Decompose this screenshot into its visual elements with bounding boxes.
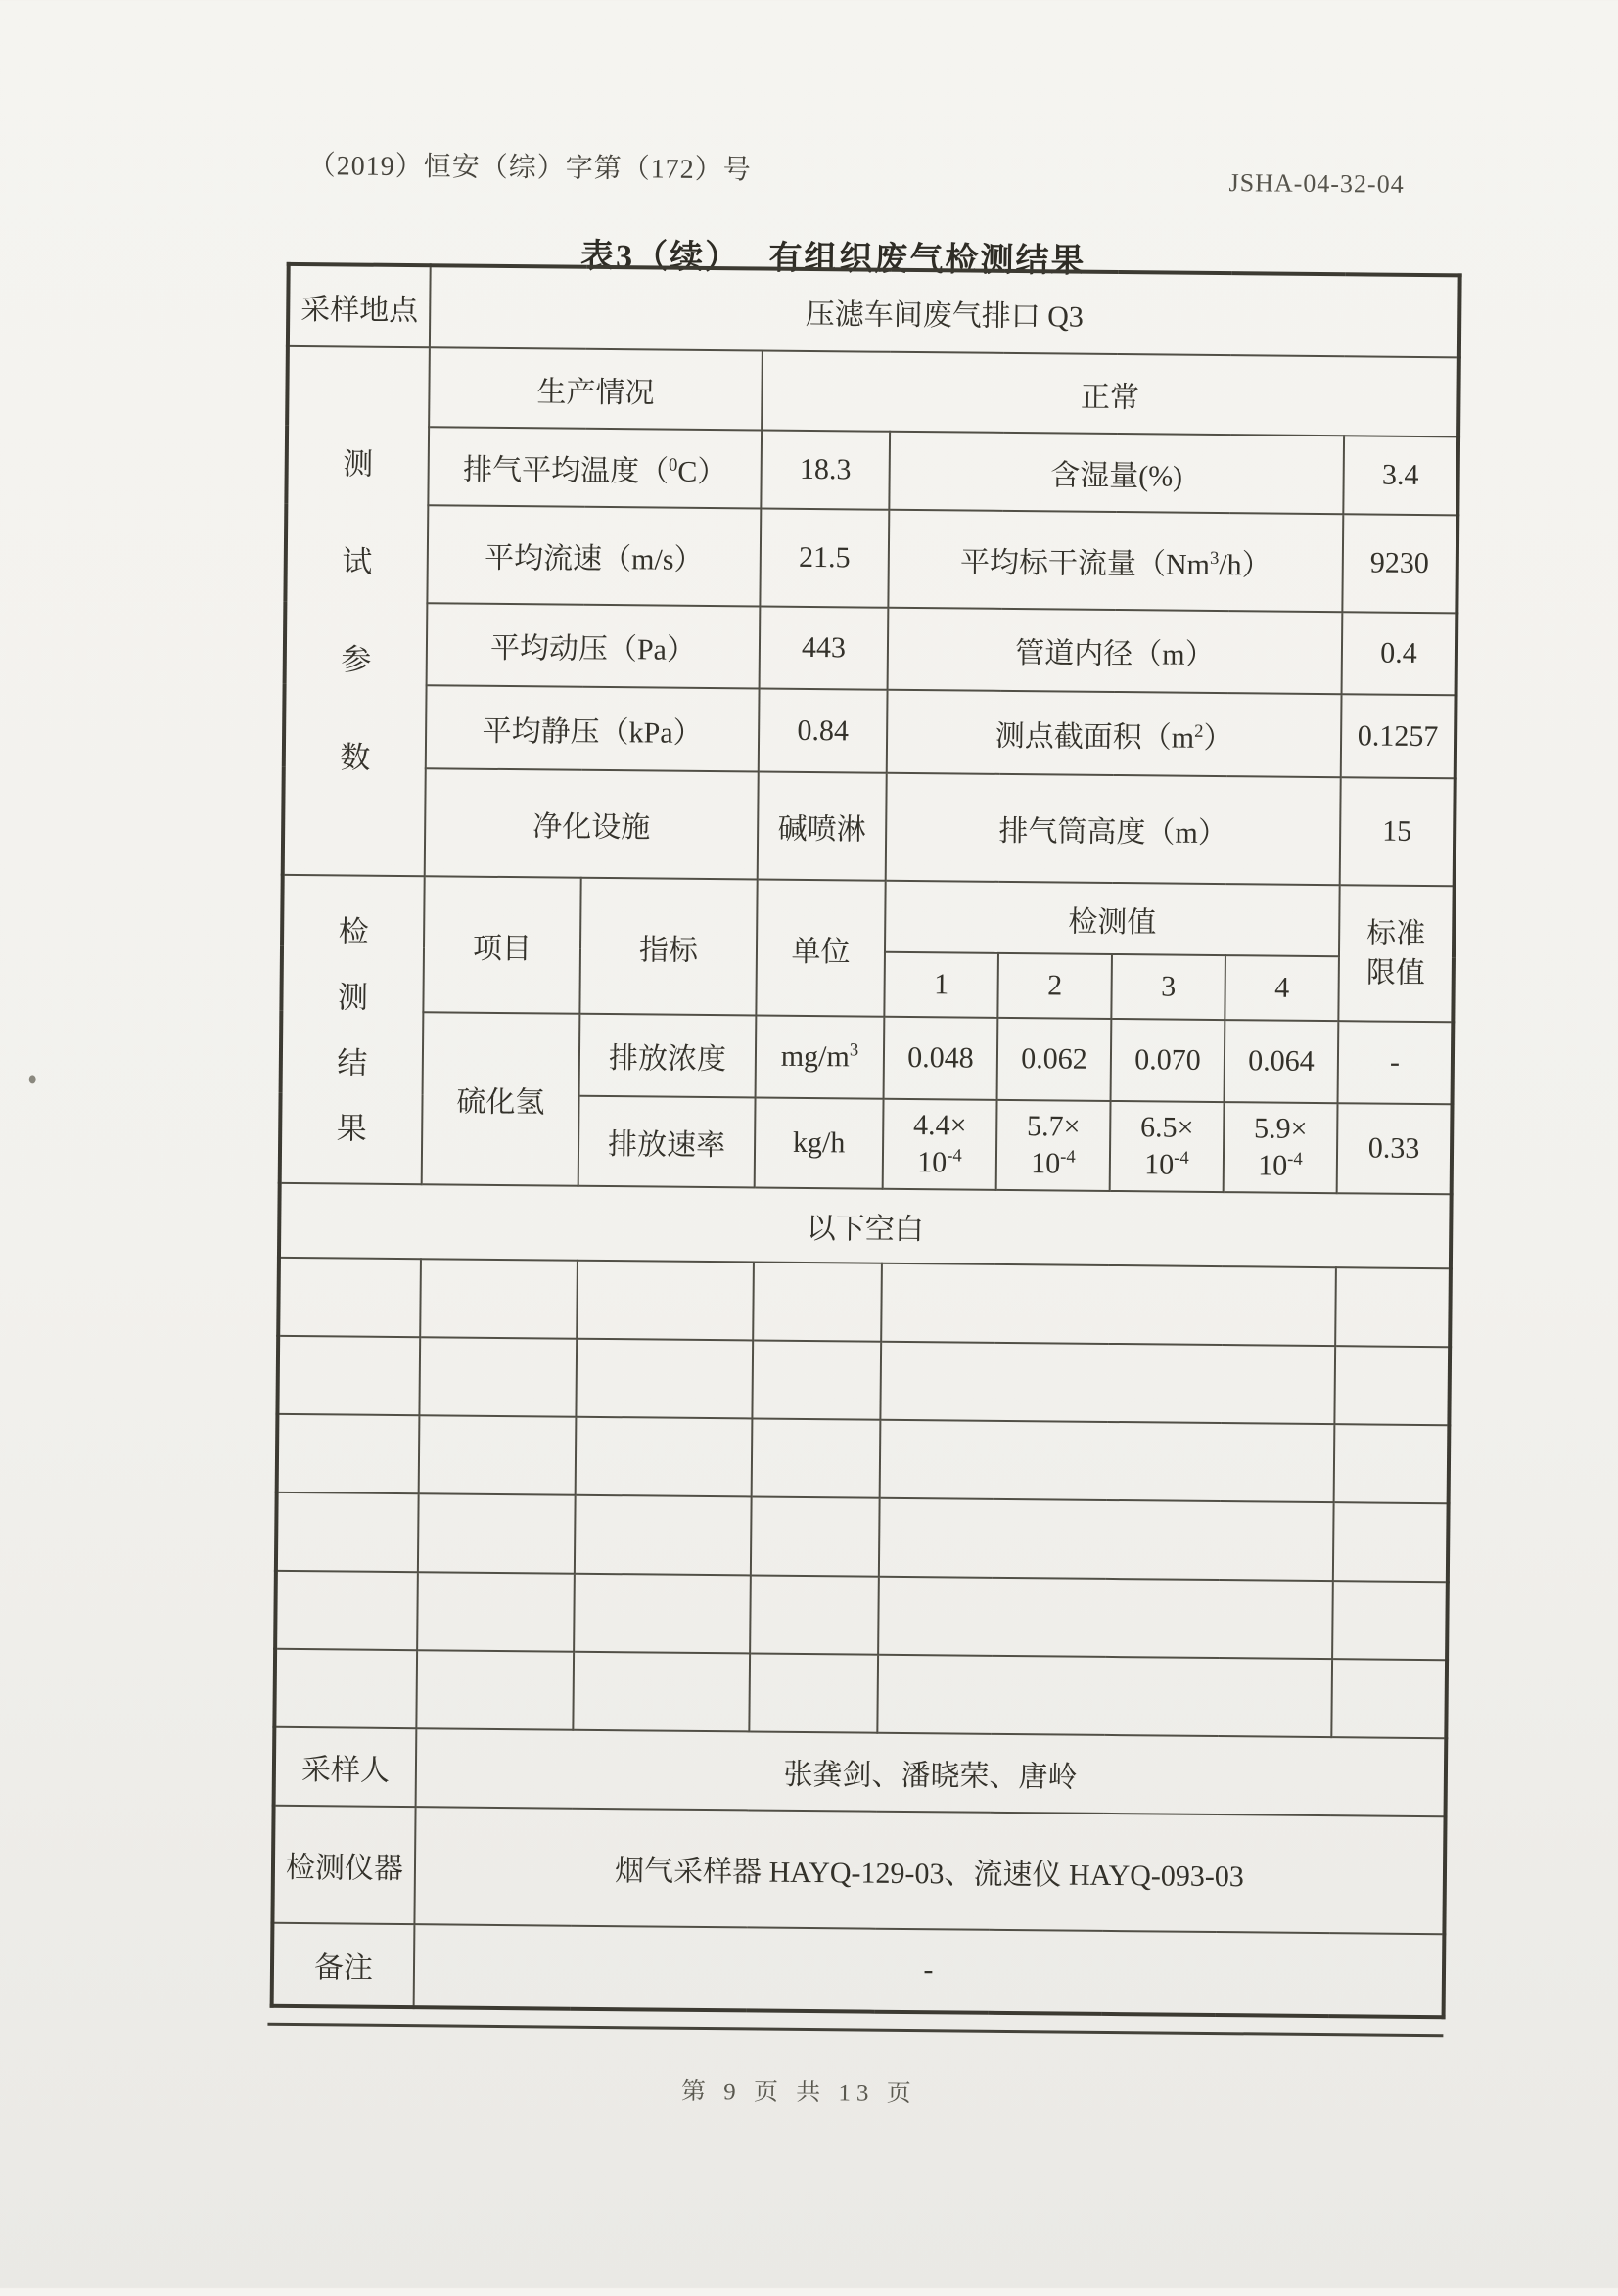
label-sup: 3: [1210, 548, 1219, 569]
empty-cell: [577, 1261, 754, 1341]
empty-cell: [277, 1414, 420, 1493]
instrument-label: 检测仪器: [272, 1806, 415, 1924]
value-col-2: 2: [997, 953, 1112, 1019]
pollutant-name: 硫化氢: [422, 1012, 580, 1186]
instrument-value: 烟气采样器 HAYQ-129-03、流速仪 HAYQ-093-03: [414, 1807, 1445, 1934]
sampling-site-label: 采样地点: [288, 264, 431, 347]
form-code: JSHA-04-32-04: [1228, 168, 1404, 200]
remark-label: 备注: [272, 1923, 415, 2007]
col-header-standard-limit: 标准 限值: [1338, 885, 1454, 1022]
col-header-item: 项目: [423, 876, 580, 1014]
value-exp: -4: [1287, 1149, 1303, 1170]
empty-cell: [751, 1496, 880, 1576]
empty-cell: [416, 1650, 574, 1730]
label-tail: C）: [677, 456, 726, 488]
production-status-label: 生产情况: [429, 347, 763, 430]
empty-cell: [1331, 1659, 1447, 1738]
param-dynpressure-label: [427, 603, 761, 688]
col-header-unit: 单位: [756, 879, 885, 1016]
concentration-value-4: 0.064: [1225, 1020, 1339, 1103]
empty-row: [277, 1414, 1450, 1503]
empty-cell: [879, 1498, 1334, 1581]
value-line2: 10: [1258, 1149, 1287, 1181]
empty-cell: [418, 1493, 576, 1574]
value-line1: 5.7×: [1027, 1110, 1081, 1143]
concentration-index-label: 排放浓度: [579, 1014, 757, 1098]
param-temp-label: [428, 427, 762, 508]
empty-cell: [1334, 1424, 1450, 1503]
param-velocity-value: 21.5: [760, 509, 889, 608]
label-sup: 0: [669, 455, 677, 476]
empty-cell: [574, 1574, 751, 1654]
empty-cell: [1333, 1502, 1449, 1582]
empty-cell: [277, 1336, 420, 1415]
rate-value-2: [996, 1100, 1111, 1191]
param-temp-value: 18.3: [761, 431, 890, 510]
value-line2: 10: [1144, 1148, 1174, 1180]
empty-cell: [749, 1653, 878, 1732]
empty-cell: [878, 1577, 1333, 1659]
value-line2: 10: [917, 1146, 947, 1178]
value-exp: -4: [1060, 1146, 1076, 1167]
rate-limit: 0.33: [1337, 1103, 1453, 1194]
empty-cell: [880, 1420, 1335, 1502]
value-line1: 6.5×: [1140, 1111, 1194, 1144]
param-dynpressure-value: 443: [760, 606, 889, 689]
purification-label: [425, 768, 759, 879]
unit-text: kg/h: [793, 1126, 846, 1160]
page-number: 第 9 页 共 13 页: [0, 2065, 1608, 2116]
sampler-label: 采样人: [274, 1727, 417, 1807]
label-text: 排气筒高度（m）: [998, 815, 1227, 850]
empty-cell: [417, 1572, 575, 1652]
table-bottom-double-line: [267, 2023, 1443, 2038]
empty-row: [275, 1571, 1448, 1660]
empty-cell: [576, 1417, 753, 1497]
col-header-index: 指标: [579, 878, 757, 1016]
label-text: 测点截面积（m: [995, 719, 1195, 754]
empty-cell: [419, 1415, 577, 1495]
label-text: 平均流速（m/s）: [485, 542, 704, 576]
detection-results-vertical-label: 检 测 结 果: [280, 875, 425, 1184]
label-text: 含湿量(%): [1050, 459, 1182, 492]
param-staticpressure-label: [426, 685, 760, 771]
param-diameter-label: [888, 608, 1343, 694]
param-area-label: [887, 690, 1342, 777]
blank-below-note: 以下空白: [279, 1183, 1452, 1268]
concentration-value-2: 0.062: [997, 1018, 1112, 1101]
sampling-site-value: 压滤车间废气排口 Q3: [430, 265, 1460, 357]
rate-value-4: [1224, 1102, 1338, 1193]
label-text: 管道内径（m）: [1015, 637, 1215, 671]
value-col-1: 1: [884, 952, 998, 1018]
label-text: 排气平均温度（: [463, 454, 669, 488]
value-col-4: 4: [1225, 955, 1339, 1021]
stack-height-label: [886, 773, 1341, 885]
sampler-value: 张龚剑、潘晓荣、唐岭: [416, 1728, 1447, 1816]
empty-cell: [419, 1337, 577, 1417]
empty-cell: [880, 1342, 1335, 1424]
test-params-vertical-label: 测 试 参 数: [283, 346, 430, 876]
scan-speckle: [29, 1075, 36, 1083]
empty-cell: [750, 1575, 879, 1654]
value-col-3: 3: [1111, 954, 1225, 1020]
param-velocity-label: [427, 505, 761, 606]
label-tail: /h）: [1219, 549, 1271, 582]
label-text: 平均标干流量（Nm: [960, 546, 1210, 580]
empty-cell: [752, 1418, 881, 1497]
unit-sup: 3: [850, 1039, 858, 1060]
document-number: （2019）恒安（综）字第（172）号: [308, 144, 752, 187]
empty-cell: [274, 1649, 417, 1728]
value-line2: 10: [1031, 1147, 1060, 1179]
empty-cell: [575, 1495, 752, 1576]
empty-cell: [576, 1339, 753, 1419]
concentration-unit: [756, 1015, 885, 1098]
empty-cell: [753, 1262, 882, 1341]
label-sup: 2: [1194, 720, 1203, 741]
col-header-detected-values: 检测值: [885, 881, 1340, 956]
empty-cell: [275, 1571, 418, 1650]
param-flowrate-value: 9230: [1342, 514, 1457, 613]
empty-cell: [420, 1259, 578, 1339]
empty-row: [277, 1336, 1450, 1425]
purification-value: 碱喷淋: [758, 771, 887, 880]
rate-value-1: [883, 1099, 997, 1190]
param-flowrate-label: [888, 510, 1343, 612]
label-text: 净化设施: [532, 810, 650, 844]
concentration-value-3: 0.070: [1111, 1019, 1225, 1102]
rate-value-3: [1110, 1101, 1225, 1192]
unit-text: mg/m: [781, 1040, 850, 1074]
empty-row: [278, 1258, 1451, 1347]
param-humidity-label: [889, 432, 1344, 514]
param-diameter-value: 0.4: [1342, 612, 1457, 695]
label-text: 平均动压（Pa）: [490, 632, 696, 666]
concentration-value-1: 0.048: [884, 1017, 998, 1100]
value-exp: -4: [947, 1145, 962, 1166]
empty-cell: [1332, 1581, 1448, 1660]
remark-value: -: [414, 1924, 1445, 2017]
table-title: 表3（续） 有组织废气检测结果: [248, 225, 1419, 284]
value-line1: 5.9×: [1254, 1112, 1308, 1145]
param-humidity-value: 3.4: [1343, 436, 1458, 515]
rate-index-label: 排放速率: [578, 1096, 756, 1188]
label-text: 平均静压（kPa）: [482, 714, 702, 749]
rate-unit: [755, 1097, 884, 1188]
concentration-limit: -: [1338, 1021, 1454, 1104]
empty-cell: [877, 1655, 1332, 1737]
empty-cell: [1335, 1267, 1451, 1347]
empty-row: [274, 1649, 1447, 1738]
empty-cell: [1334, 1346, 1450, 1425]
results-table: [270, 262, 1462, 2019]
label-tail: ）: [1203, 721, 1232, 754]
production-status-value: 正常: [762, 351, 1459, 437]
stack-height-value: 15: [1340, 777, 1456, 886]
value-exp: -4: [1174, 1148, 1189, 1169]
empty-cell: [278, 1258, 421, 1337]
empty-cell: [752, 1340, 881, 1419]
empty-cell: [881, 1263, 1336, 1346]
param-staticpressure-value: 0.84: [759, 688, 888, 772]
empty-cell: [276, 1492, 419, 1572]
value-line1: 4.4×: [913, 1109, 967, 1142]
empty-row: [276, 1492, 1449, 1582]
empty-cell: [573, 1652, 750, 1732]
param-area-value: 0.1257: [1341, 694, 1456, 778]
